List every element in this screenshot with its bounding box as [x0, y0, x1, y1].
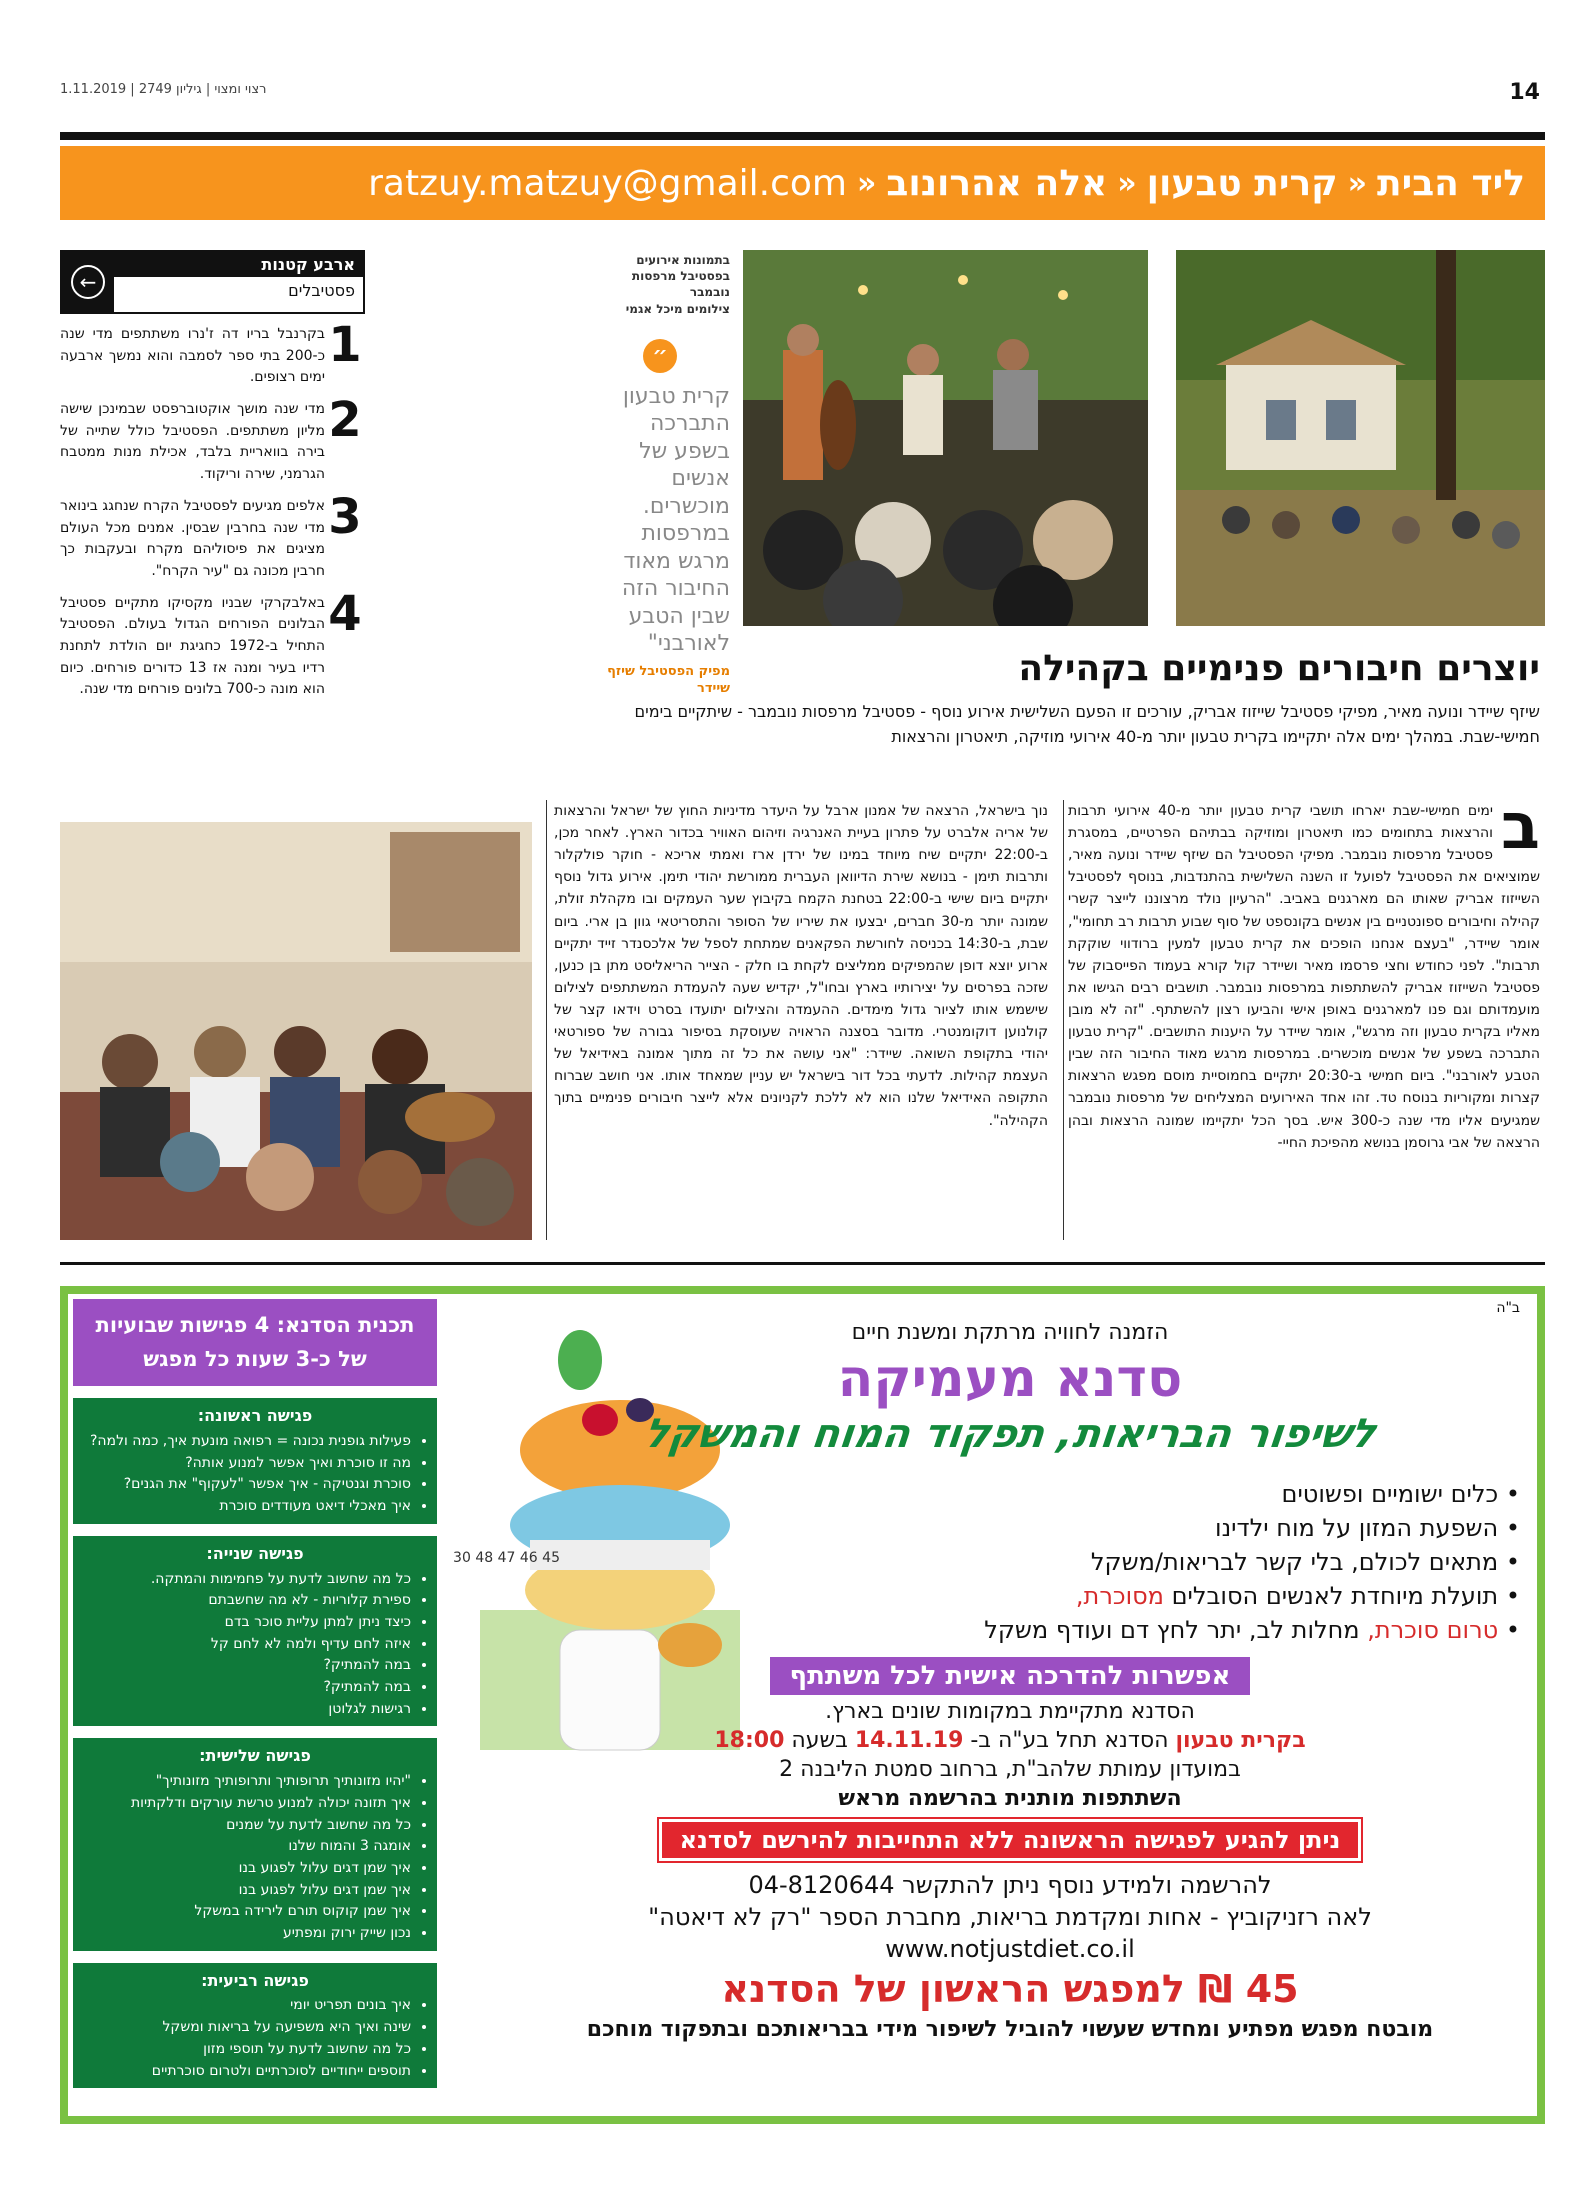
- ad-time-text: בשעה: [784, 1728, 855, 1754]
- editor-name: אלה אהרונוב: [886, 162, 1108, 204]
- photo-credit: צילומים מיכל אגמי: [625, 301, 730, 316]
- fact-number: 1: [328, 317, 362, 373]
- facts-box: [60, 250, 365, 701]
- ad-script-title: לשיפור הבריאות, תפקוד המוח והמשקל: [641, 1411, 1379, 1457]
- meeting-item: • כל מה שחשוב לדעת על שמנים: [83, 1815, 411, 1837]
- caption-quote-column: [590, 252, 730, 698]
- issue-line: רצוי ומצוי | גיליון 2749 | 1.11.2019: [60, 82, 267, 97]
- meeting-item: • איך מאכלי דיאט מעודדים סוכרת: [83, 1496, 411, 1518]
- fact-item: [60, 488, 365, 583]
- meeting-item: • רגישות לגלוטן: [83, 1699, 411, 1721]
- fact-text: אלפים מגיעים לפסטיבל הקרח שנחגג בינואר מדי שנה בחרבין שבסין. אמנים מכל העולם מציגים את פיסוליהם מקרח ובעקבות כך חרבין מכונה גם "עיר הקרח".: [60, 497, 325, 579]
- ad-bullet: • כלים ישומיים ופשוטים: [960, 1477, 1520, 1511]
- ad-bullet-text: תועלת מיוחדת לאנשים הסובלים: [1163, 1582, 1499, 1611]
- quote-icon: ״: [643, 339, 677, 373]
- bottom-rule: [60, 1262, 1545, 1265]
- fact-item: [60, 392, 365, 486]
- personal-guidance: אפשרות להדרכה אישית לכל משתתף: [770, 1657, 1251, 1695]
- ad-time: 18:00: [714, 1728, 785, 1754]
- meeting-item: • איך תזונה יכולה למנוע טרשת עורקים ודלקתיות: [83, 1793, 411, 1815]
- fact-item: [60, 585, 365, 701]
- measuring-tape-text: 45 46 47 48 30: [453, 1550, 560, 1566]
- meeting-item: • במה להמתיק?: [83, 1677, 411, 1699]
- fact-text: בקרנבל בריו דה ז'נרו משתתפים מדי שנה כ-200 בתי ספר לסמבה והוא נמשך ארבעה ימים רצופים.: [60, 326, 325, 386]
- meeting-item: • סוכרת וגנטיקה - איך אפשר "לעקוף" את הגנים?: [83, 1474, 411, 1496]
- ad-title: סדנא מעמיקה: [837, 1349, 1183, 1409]
- photo-garden-event: [1176, 250, 1545, 626]
- meeting-item: • איך שמן דגים עלול לפגוע בנו: [83, 1858, 411, 1880]
- arrow-left-icon: ←: [71, 265, 105, 299]
- photo-musicians-living-room: [60, 822, 532, 1240]
- meeting-item: • כיצד ניתן למתן עליית סוכר בדם: [83, 1612, 411, 1634]
- meeting-item: • פעילות גופנית נכונה = רפואה מונעת איך, כמה ולמה?: [83, 1431, 411, 1453]
- meeting-item: • איזה לחם עדיף ולמה לא לחם קל: [83, 1634, 411, 1656]
- separator-icon: «: [856, 165, 877, 201]
- meeting-item: • "יהיו מזונותיך תרופותיך ותרופותיך מזונותיך": [83, 1771, 411, 1793]
- meeting-box: [70, 1395, 440, 1527]
- ad-date: 14.11.19: [854, 1728, 964, 1754]
- meeting-item: • במה להמתיק?: [83, 1655, 411, 1677]
- fact-item: [60, 317, 365, 389]
- meeting-item: • תוספים ייחודיים לסוכרתיים ולטרום סוכרתיים: [83, 2061, 411, 2083]
- ad-bullet: [960, 1613, 1520, 1647]
- ad-free-first: ניתן להגיע לפגישה הראשונה ללא התחייבות להירשם לסדנא: [659, 1819, 1362, 1861]
- facts-title: ארבע קטנות: [114, 252, 363, 277]
- meeting-item: • איך בונים תפריט יומי: [83, 1995, 411, 2017]
- meeting-item: • נכון שייק ירוק ומפתיע: [83, 1923, 411, 1945]
- section-banner: [60, 146, 1545, 220]
- article-headline: יוצרים חיבורים פנימיים בקהילה: [1018, 648, 1540, 689]
- arrow-box: [62, 252, 114, 312]
- program-subtitle: של כ-3 שעות כל מפגש: [143, 1346, 367, 1371]
- ad-bullet-highlight: מסוכרת,: [1075, 1582, 1164, 1611]
- facts-header: [60, 250, 365, 314]
- article-text-left: נוך בישראל, הרצאה של אמנון ארבל על היעדר מדיניות החוץ של ישראל והרצאות של אריה אלברט על פתרון בעיית האנרגיה וזיהום האוויר בכדור הארץ. לאחר מכן, ב-22:00 יתקיים שיח מיוחד במינו של ירדן ארז ואמתי אריכא - חוקר פולקלור ותרבות תימן - בנושא שירת הדיוואן העברית ממורשת יהודי תימן. אירוע גדול נוסף יתקיים ביום שישי ב-22:00 בטחנת הקמח בקיבוץ שער העמקים ובו מקהלת זולת, שמונה יותר מ-30 חברים, יבצעו את שיריו של הסופר והתסריטאי גוון בן ארי. ביום שבת, ב-14:30 בכניסה לחורשת הפקאנים שמתחת לספל של אלכסנדר זייד יתקיים ארוע יוצא דופן שהמפיקים ממליצים לקחת בו חלק - הצייר הריאליסט מתן בן כנען, שזכה בפרסים על יצירותיו בארץ ובחו"ל, יקדיש שעה להעמדת המשתתפים לצילום שישמש אותו לציור גדול מימדים. ההעמדה והצילום יתועדו בסרט וידאו קצר של קולנוען דוקומנטרי. מדובר בסצנה הראויה שעוסקת בסיפור גבורה של ספורטאי יהודי בתקופת השואה. שיידר: "אני עושה את כל זה מתוך אמונה באידיאל של העצמת קהילות. לדעתי בכל דור בישראל יש עניין שמאחד אותו. אני חושב שברוח התקופה האידיאל שלנו הוא לא ללכת לקניונים אלא לייצר חיבורים פנימיים בתוך הקהילה".: [554, 803, 1048, 1129]
- ad-bullet: • השפעת המזון על מוח ילדינו: [960, 1511, 1520, 1545]
- meeting-item: • כל מה שחשוב לדעת על פחמימות והמתקה.: [83, 1569, 411, 1591]
- ad-registration: השתתפות מותנית בהרשמה מראש: [838, 1786, 1182, 1812]
- photo-caption: בתמונות אירועים בפסטיבל מרפסות נובמבר: [631, 253, 730, 300]
- meeting-item: • שינה ואיך היא משפיעה על בריאות ומשקל: [83, 2017, 411, 2039]
- top-rule: [60, 132, 1545, 140]
- ad-main: [500, 1300, 1520, 2042]
- town-name: קרית טבעון: [1146, 162, 1338, 204]
- ad-bullet: [960, 1579, 1520, 1613]
- photo-concert-evening: [743, 250, 1148, 626]
- column-divider: [1063, 800, 1064, 1240]
- meeting-box: [70, 1735, 440, 1953]
- meeting-box: [70, 1533, 440, 1730]
- meeting-item: • אומגה 3 והמוח שלנו: [83, 1836, 411, 1858]
- ad-date-text: הסדנא תחל בע"ה ב-: [963, 1728, 1176, 1754]
- fact-text: מדי שנה מושך אוקטוברפסט שבמינכן שישה מליון משתתפים. הפסטיבל כולל שתייה של בירה בוואריית בלבד, אכילת מנות ממטבח הגרמני, שירה וריקוד.: [60, 401, 325, 483]
- section-title: ליד הבית: [1377, 162, 1525, 204]
- separator-icon: «: [1347, 165, 1368, 201]
- ad-website[interactable]: www.notjustdiet.co.il: [885, 1935, 1135, 1964]
- ad-price: 45 ₪ למפגש הראשון של הסדנא: [721, 1967, 1299, 2012]
- fact-number: 3: [328, 488, 362, 545]
- article-text-right: ימים חמישי-שבת יארחו תושבי קרית טבעון יותר מ-40 אירועי תרבות והרצאות בתחומים כמו תיאטרון ומוזיקה בבתיהם הפרטיים, במסגרת פסטיבל מרפסות נובמבר. מפיקי הפסטיבל הם שיזף שיידר ונועה מאיר, שמוציאים את הפסטיבל לפועל זו השנה השלישית בהתנדבות, בנוסף לפסטיבל השייזוז אבריק שאותו הם מארגנים באביב. "הרעיון נולד מרצוננו לייצר קשרי קהילה וחיבורים ספונטניים בין אנשים בקונספט של סוף שבוע תרבות רב תחומי", אומר שיידר, "בעצם אנחנו הופכים את קרית טבעון למעין ברודווי שוקקת תרבות". לפני כחודש וחצי פרסמו מאיר ושיידר קול קורא בעמוד הפייסבוק של פסטיבל השייזוז אבריק להשתתפות במרפסות נובמבר. תושבים רבים הגישו את מועמדותם וגם פנו למארגנים באופן אישי והביעו רצון להשתתף. "זה לא מובן מאליו בקרית טבעון וזה מרגש", אומר שיידר על היענות התושבים. "קרית טבעון התברכה בשפע של אנשים מוכשרים. במרפסות מרגש מאוד החיבור הזה שבין הטבע לאורבני". ביום חמישי ב-20:30 יתקיים בחמוסיית מוסם מפגש הרצאות קצרות ומקוריות בנוסח טד. זהו אחד האירועים המצליחים של מרפסות נובמבר שמגיעים אליו מדי שנה כ-300 איש. בסך הכל יתקיימו שמונה הרצאות ובהן הרצאה של אבי גרוסמן בנושא מהפיכת החיי-: [1068, 803, 1541, 1151]
- pull-quote: קרית טבעון התברכה בשפע של אנשים מוכשרים. במרפסות מרגש מאוד החיבור הזה שבין הטבע לאורבני": [621, 383, 730, 657]
- meeting-title: פגישה ראשונה:: [197, 1406, 313, 1426]
- ad-bullet: • מתאים לכולם, בלי קשר לבריאות/משקל: [960, 1545, 1520, 1579]
- ad-address: במועדון עמותת שלהב"ת, ברחוב סמטת הליבנה 2: [779, 1757, 1241, 1783]
- ad-presenter: לאה רזניקוביץ - אחות ומקדמת בריאות, מחברת הספר "רק לא דיאטה": [648, 1903, 1372, 1932]
- ad-bullet-text: מחלות לב, יתר לחץ דם ועודף משקל: [984, 1616, 1368, 1645]
- ad-bullet-highlight: טרום סוכרת,: [1367, 1616, 1499, 1645]
- quote-author: מפיק הפסטיבל שיזף שיידר: [607, 663, 730, 696]
- ad-locations: הסדנא מתקיימת במקומות שונים בארץ.: [825, 1699, 1195, 1725]
- facts-subtitle: פסטיבלים: [288, 281, 355, 300]
- meeting-item: • איך שמן קוקוס תורם לירידה במשקל: [83, 1901, 411, 1923]
- meeting-item: • ספירת קלוריות - לא מה שחשבתם: [83, 1590, 411, 1612]
- bh-mark: ב"ה: [1496, 1300, 1520, 1316]
- email-link[interactable]: ratzuy.matzuy@gmail.com: [368, 162, 847, 204]
- program-column: [70, 1296, 440, 2091]
- ad-tagline: מובטח מפגש מפתיע ומחדש שעשוי להוביל לשיפור מידי בבריאותכם ובתפקוד מוחכם: [586, 2017, 1434, 2043]
- drop-cap: ב: [1500, 790, 1540, 864]
- meeting-item: • מה זו סוכרת ואיך אפשר למנוע אותה?: [83, 1453, 411, 1475]
- ad-bullets: [960, 1477, 1520, 1647]
- page-number: 14: [1509, 80, 1540, 105]
- article-subhead: שיזף שיידר ונועה מאיר, מפיקי פסטיבל שייזוז אבריק, עורכים זו הפעם השלישית אירוע נוסף - פסטיבל מרפסות נובמבר - שיתקיים בימים חמישי-שבת. במהלך ימים אלה יתקיימו בקרית טבעון יותר מ-40 אירועי מוזיקה, תיאטרון והרצאות: [634, 702, 1540, 746]
- ad-town: בקרית טבעון: [1175, 1728, 1306, 1754]
- meeting-title: פגישה שלישית:: [199, 1746, 311, 1766]
- meeting-item: • כל מה שחשוב לדעת על תוספי מזון: [83, 2039, 411, 2061]
- fact-text: באלבקרקי שבניו מקסיקו מתקיים פסטיבל הבלונים הפורחים הגדול בעולם. הפסטיבל התחיל ב-1972 כחגיגת יום הולדת לתחנת רדיו בעיר ומנה אז 13 כדורים פורחים. כיום הוא מונה כ-700 בלונים פורחים מדי שנה.: [60, 594, 325, 698]
- ad-invite: הזמנה לחוויה מרתקת ומשנת חיים: [851, 1320, 1169, 1345]
- section-divider: [546, 800, 547, 1240]
- ad-date-line: [500, 1728, 1520, 1753]
- fact-number: 4: [328, 585, 362, 642]
- separator-icon: «: [1117, 165, 1137, 201]
- meeting-item: • איך שמן דגים עלול לפגוע בנו: [83, 1880, 411, 1902]
- program-title-box: [70, 1296, 440, 1389]
- fact-number: 2: [328, 392, 362, 449]
- meeting-title: פגישה רביעית:: [201, 1970, 309, 1990]
- program-title: תכנית הסדנא: 4 פגישות שבועיות: [95, 1313, 415, 1337]
- ad-phone[interactable]: להרשמה ולמידע נוסף ניתן להתקשר 04-8120644: [748, 1871, 1272, 1900]
- article-column-right: [1068, 790, 1541, 1154]
- article-column-left: [554, 800, 1048, 1132]
- meeting-title: פגישה שנייה:: [206, 1543, 304, 1563]
- meeting-box: [70, 1960, 440, 2092]
